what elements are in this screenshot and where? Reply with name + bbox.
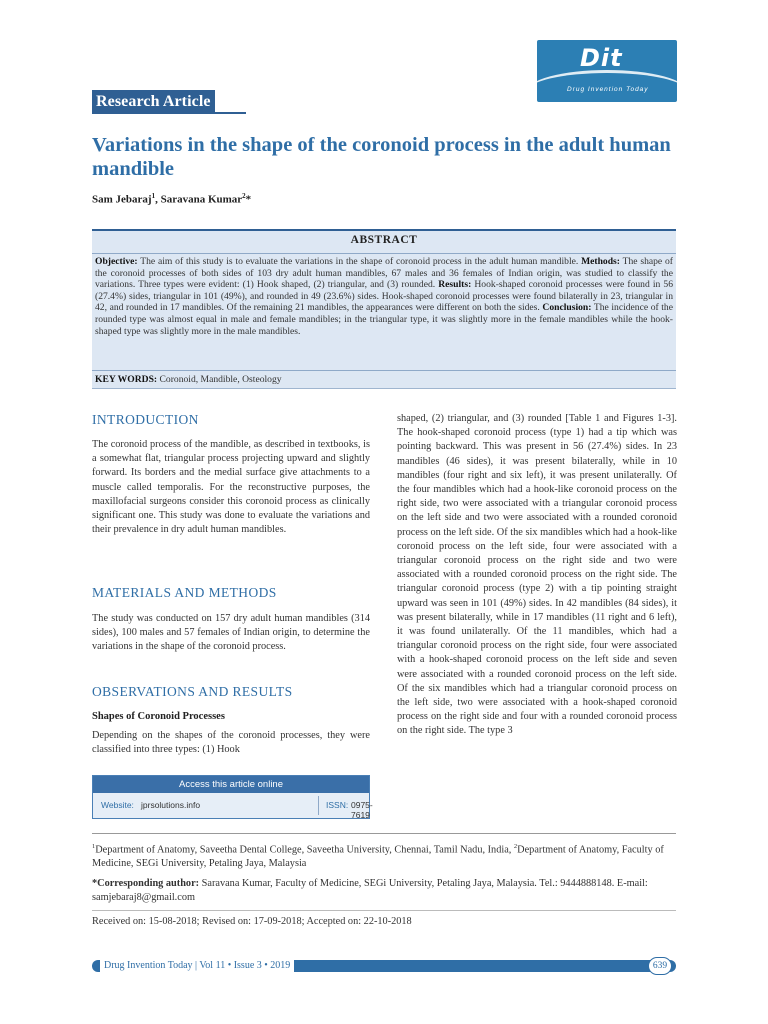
affiliations xyxy=(92,840,676,870)
article-type-badge: Research Article xyxy=(92,90,215,113)
footnote-divider xyxy=(92,833,676,834)
article-dates: Received on: 15-08-2018; Revised on: 17-09-2018; Accepted on: 22-10-2018 xyxy=(92,916,412,927)
issn-value: 0975-7619 xyxy=(351,800,373,820)
results-text: Hook-shaped coronoid processes were found in 56 (27.4%) sides, triangular in 101 (49%), and rounded in 49 (23.6%) sides. Hook-shaped coronoid processes were found bilaterally in 23, triangular in 42, and rounded in 17 mandibles. Of the remaining 21 mandibles, the appearances were different on both the sides. xyxy=(95,279,673,314)
section-heading-observations: OBSERVATIONS AND RESULTS xyxy=(92,684,293,699)
introduction-paragraph: The coronoid process of the mandible, as described in textbooks, is a somewhat flat, triangular process projecting upward and slightly forward. Its borders and the medial surface give attachments to a muscle called temporalis. For the reconstructive purposes, the maxillofacial surgeons consider this coronoid process as clinically significant one. This study was done to evaluate the variations and their prevalence in dry adult human mandibles. xyxy=(92,439,370,536)
section-heading-materials-methods: MATERIALS AND METHODS xyxy=(92,585,277,600)
materials-methods-paragraph: The study was conducted on 157 dry adult human mandibles (314 sides), 100 males and 57 females of Indian origin, to determine the variations in the shape of the coronoid process. xyxy=(92,613,370,653)
results-paragraph: shaped, (2) triangular, and (3) rounded [Table 1 and Figures 1-3]. The hook-shaped coronoid process (type 1) had a tip which was pointing backward. This was present in 56 (27.4%) sides. In 23 mandibles (46 sides), it was present bilaterally, while in 10 mandibles (four right and six left), it was present unilaterally. Of the four mandibles which had a hook-like coronoid process on the right side, two were associated with a triangular coronoid process on the left side and two were associated with a rounded coronoid process on the left side. Of the six mandibles which had a hook-like coronoid process on the left side, four were associated with a triangular coronoid process on the right side and two were associated with a rounded coronoid process on the right side. The triangular coronoid process (type 2) with a tip pointing straight upward was seen in 101 (49%) sides. In 42 mandibles (84 sides), it was present bilaterally, while in 17 mandibles (11 right and 6 left), it was found unilaterally. Of the 11 mandibles, which had a triangular coronoid process on the right side, four were associated with a hook-shaped coronoid process on the left side and seven were associated with a rounded coronoid process on the left side. Of the six mandibles which had a triangular coronoid process on the left side, two were associated with a hook-shaped coronoid process on the right side and four with a rounded coronoid process on the right side. The type 3 xyxy=(397,413,677,737)
abstract-heading: ABSTRACT xyxy=(350,234,418,246)
author-separator: , xyxy=(155,193,161,206)
author-line xyxy=(92,192,251,206)
website-label: Website: xyxy=(101,800,134,810)
keywords-text: Coronoid, Mandible, Osteology xyxy=(157,374,282,385)
corresponding-mark: * xyxy=(245,193,252,206)
subheading-shapes: Shapes of Coronoid Processes xyxy=(92,711,225,722)
logo-tagline: Drug Invention Today xyxy=(567,86,649,93)
access-info-row xyxy=(93,793,373,820)
keywords-label: KEY WORDS: xyxy=(95,374,158,385)
objective-label: Objective: xyxy=(95,256,138,267)
observations-paragraph: Depending on the shapes of the coronoid processes, they were classified into three types: (1) Hook xyxy=(92,730,370,756)
methods-text: The shape of the coronoid processes of both sides of 103 dry adult human mandibles, 67 males and 36 females of Indian origin, was studied to classify the variations. Three types were evident: (1) Hook shaped, (2) triangular, and (3) rounded. xyxy=(95,256,673,291)
access-online-box xyxy=(92,775,373,820)
section-heading-introduction: INTRODUCTION xyxy=(92,412,199,427)
objective-text: The aim of this study is to evaluate the variations in the shape of coronoid process in the adult human mandible. xyxy=(137,256,582,267)
keywords-line xyxy=(95,374,282,385)
conclusion-text: The incidence of the rounded type was almost equal in male and female mandibles; in the triangular type, it was slightly more in the female mandibles while the hook-shaped type was slightly more in the male mandibles. xyxy=(95,302,673,337)
journal-logo xyxy=(537,40,677,102)
affil-2: Department of Anatomy, Faculty of Medicine, SEGi University, Petaling Jaya, Malaysia xyxy=(92,844,664,869)
abstract-divider xyxy=(92,253,676,254)
access-heading: Access this article online xyxy=(93,776,369,793)
corr-label: *Corresponding author: xyxy=(92,878,200,889)
corr-text: Saravana Kumar, Faculty of Medicine, SEGi University, Petaling Jaya, Malaysia. Tel.: 9444888148. E-mail: samjebaraj8@gmail.com xyxy=(92,878,648,903)
keywords-divider xyxy=(92,370,676,371)
affil-2-marker: 2 xyxy=(513,843,518,850)
access-divider xyxy=(318,796,319,815)
page-number: 639 xyxy=(648,957,672,975)
affil-1: Department of Anatomy, Saveetha Dental College, Saveetha University, Chennai, Tamil Nadu, India, xyxy=(95,844,514,856)
results-label: Results: xyxy=(438,279,472,291)
dates-divider xyxy=(92,910,676,911)
methods-label: Methods: xyxy=(581,256,620,267)
footer-journal-info: Drug Invention Today | Vol 11 • Issue 3 • 2019 xyxy=(100,958,294,973)
author-1-affil: 1 xyxy=(151,192,156,200)
author-1: Sam Jebaraj xyxy=(92,193,152,206)
conclusion-label: Conclusion: xyxy=(542,302,592,314)
issn-label: ISSN: xyxy=(326,800,349,810)
abstract-text xyxy=(95,256,673,337)
website-link[interactable]: jprsolutions.info xyxy=(141,800,201,810)
corresponding-author xyxy=(92,877,682,904)
author-2: Saravana Kumar xyxy=(160,193,243,206)
article-title: Variations in the shape of the coronoid process in the adult human mandible xyxy=(92,134,671,180)
article-type-rule xyxy=(92,112,246,114)
author-2-affil: 2 xyxy=(242,192,246,200)
abstract-box xyxy=(92,229,676,389)
affil-1-marker: 1 xyxy=(92,843,96,850)
logo-word: Dit xyxy=(580,44,623,72)
